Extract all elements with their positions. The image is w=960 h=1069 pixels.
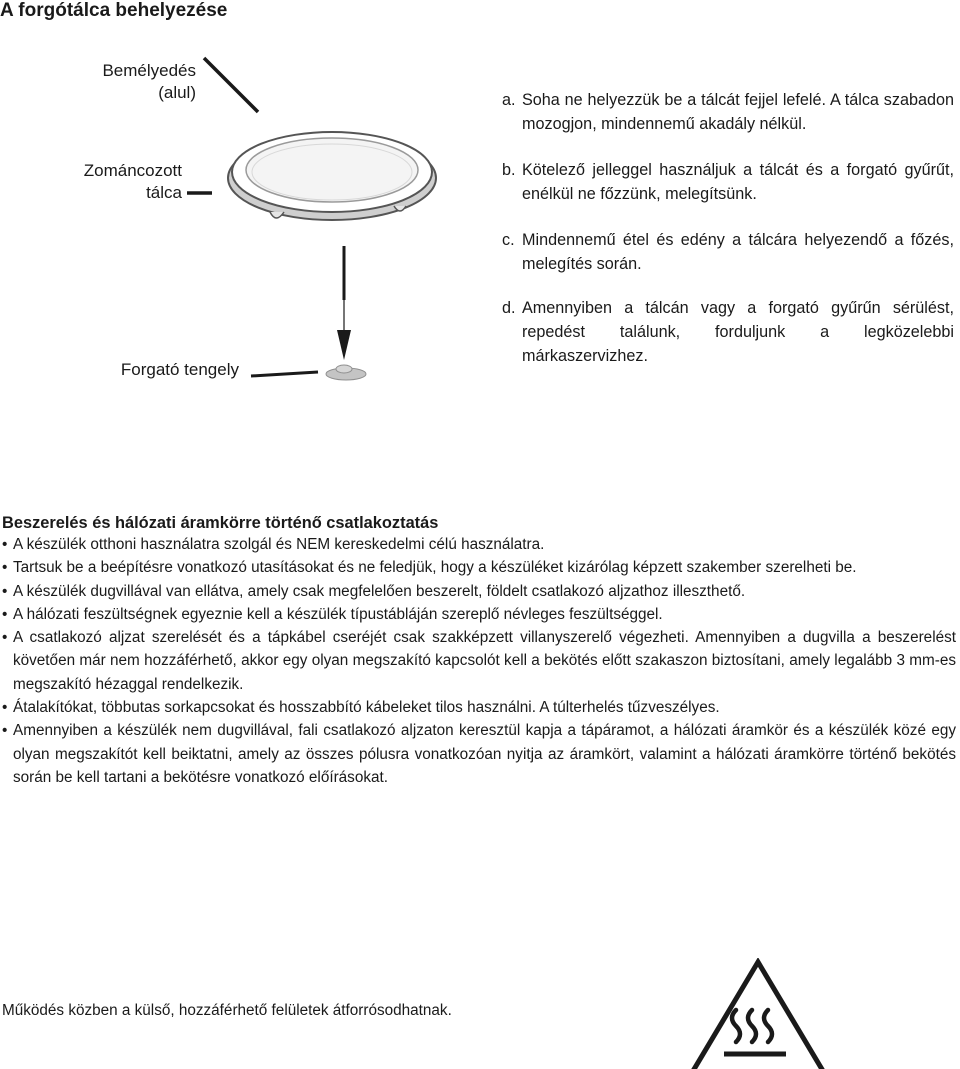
- bullet-text: Tartsuk be a beépítésre vonatkozó utasításokat és ne feledjük, hogy a készüléket kizárólag képzett szakember szerelheti be.: [13, 559, 857, 577]
- step-letter: b.: [502, 161, 516, 179]
- bullet-text: Amennyiben a készülék nem dugvillával, fali csatlakozó aljzaton keresztül kapja a tápáramot, a hálózati áramkör és a készülék közé egy olyan megszakítót kell beiktatni, amely az összes pólusra vonatkozóan nyitja az áramkört, valamint a hálózati áramkörre történő bekötés során be kell tartani a bekötésre vonatkozó előírásokat.: [13, 722, 956, 786]
- list-item: [2, 696, 956, 719]
- bullet-text: A készülék otthoni használatra szolgál és NEM kereskedelmi célú használatra.: [13, 536, 545, 553]
- page-title: A forgótálca behelyezése: [0, 0, 228, 21]
- step-a: [502, 88, 954, 136]
- step-letter: a.: [502, 91, 516, 109]
- list-item: [2, 556, 956, 579]
- recess-leader-line: [204, 58, 258, 112]
- list-item: [2, 533, 956, 556]
- step-letter: c.: [502, 231, 515, 249]
- bullet-marker: •: [2, 699, 8, 717]
- step-b: [502, 158, 954, 206]
- step-letter: d.: [502, 299, 516, 317]
- bullet-text: A készülék dugvillával van ellátva, amely csak megfelelően beszerelt, földelt csatlakozó aljzathoz illeszthető.: [13, 582, 746, 600]
- bullet-marker: •: [2, 559, 8, 577]
- shaft-leader-line: [251, 372, 318, 376]
- step-text: Kötelező jelleggel használjuk a tálcát és a forgató gyűrűt, enélkül ne főzzünk, melegítsünk.: [522, 161, 954, 203]
- bullet-text: A hálózati feszültségnek egyeznie kell a készülék típustábláján szereplő névleges feszültséggel.: [13, 605, 663, 623]
- bullet-marker: •: [2, 582, 8, 600]
- bullet-marker: •: [2, 722, 8, 740]
- step-text: Mindennemű étel és edény a tálcára helyezendő a főzés, melegítés során.: [522, 231, 954, 273]
- list-item: [2, 580, 956, 603]
- step-c: [502, 228, 954, 276]
- installation-bullet-list: [2, 533, 956, 789]
- hot-surface-warning-icon: [686, 958, 830, 1069]
- installation-section-title: Beszerelés és hálózati áramkörre történő csatlakoztatás: [2, 514, 439, 532]
- list-item: [2, 626, 956, 696]
- step-text: Soha ne helyezzük be a tálcát fejjel lefelé. A tálca szabadon mozogjon, mindennemű akadály nélkül.: [522, 91, 954, 133]
- rotating-shaft-icon: [326, 365, 366, 380]
- bullet-marker: •: [2, 629, 8, 647]
- hot-surface-warning-text: Működés közben a külső, hozzáférhető felületek átforrósodhatnak.: [2, 1002, 452, 1019]
- shaft-arrow-icon: [337, 246, 351, 360]
- step-text: Amennyiben a tálcán vagy a forgató gyűrűn sérülést, repedést találunk, forduljunk a legközelebbi márkaszervizhez.: [522, 299, 954, 365]
- list-item: [2, 603, 956, 626]
- step-d: [502, 296, 954, 368]
- bullet-marker: •: [2, 536, 8, 553]
- list-item: [2, 719, 956, 789]
- recess-label: Bemélyedés (alul): [102, 61, 196, 102]
- bullet-text: A csatlakozó aljzat szerelését és a tápkábel cseréjét csak szakképzett villanyszerelő végezheti. Amennyiben a dugvilla a beszerelést követően már nem hozzáférhető, akkor egy olyan megszakító kapcsolót kell a bekötés előtt szakaszon biztosítani, amely legalább 3 mm-es megszakító hézaggal rendelkezik.: [13, 629, 956, 693]
- bullet-marker: •: [2, 605, 8, 623]
- enamel-tray-label: Zománcozott tálca: [83, 161, 182, 202]
- enamel-tray-icon: [228, 132, 436, 220]
- rotating-shaft-label: Forgató tengely: [120, 360, 239, 379]
- bullet-text: Átalakítókat, többutas sorkapcsokat és hosszabbító kábeleket tilos használni. A túlterhelés tűzveszélyes.: [13, 699, 720, 717]
